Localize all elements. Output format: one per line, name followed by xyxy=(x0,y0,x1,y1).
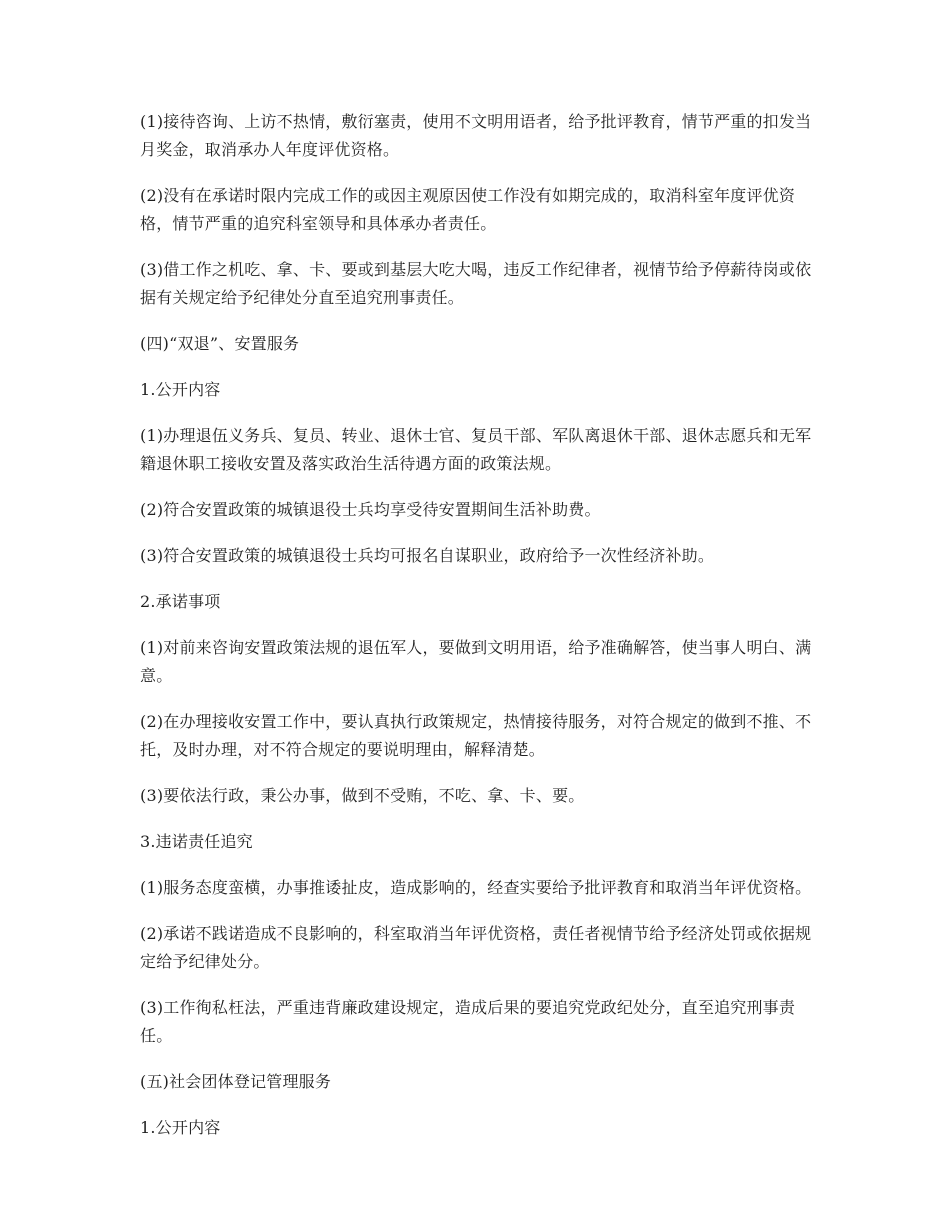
paragraph-deadline-penalty: (2)没有在承诺时限内完成工作的或因主观原因使工作没有如期完成的，取消科室年度评优资格，情节严重的追究科室领导和具体承办者责任。 xyxy=(140,186,796,233)
paragraph-resettlement-policy: (1)办理退伍义务兵、复员、转业、退休士官、复员干部、军队离退休干部、退休志愿兵和无军籍退休职工接收安置及落实政治生活待遇方面的政策法规。 xyxy=(140,426,812,473)
paragraph-reception-commitment: (2)在办理接收安置工作中，要认真执行政策规定，热情接待服务，对符合规定的做到不推、不托，及时办理，对不符合规定的要说明理由，解释清楚。 xyxy=(140,712,812,759)
paragraph-integrity-commitment: (3)要依法行政，秉公办事，做到不受贿，不吃、拿、卡、要。 xyxy=(140,786,585,805)
document-page xyxy=(140,108,812,1160)
paragraph-discipline-penalty: (3)借工作之机吃、拿、卡、要或到基层大吃大喝，违反工作纪律者，视情节给予停薪待岗或依据有关规定给予纪律处分直至追究刑事责任。 xyxy=(140,260,812,307)
paragraph-promise-accountability: (2)承诺不践诺造成不良影响的，科室取消当年评优资格，责任者视情节给予经济处罚或依据规定给予纪律处分。 xyxy=(140,924,812,971)
paragraph-attitude-accountability: (1)服务态度蛮横，办事推诿扯皮，造成影响的，经查实要给予批评教育和取消当年评优资格。 xyxy=(140,878,812,897)
section-heading-social-groups: (五)社会团体登记管理服务 xyxy=(140,1072,332,1091)
subheading-public-content-2: 1.公开内容 xyxy=(140,1118,221,1137)
subheading-public-content: 1.公开内容 xyxy=(140,380,221,399)
paragraph-corruption-accountability: (3)工作徇私枉法，严重违背廉政建设规定，造成后果的要追究党政纪处分，直至追究刑事责任。 xyxy=(140,998,796,1045)
paragraph-reception-penalty: (1)接待咨询、上访不热情，敷衍塞责，使用不文明用语者，给予批评教育，情节严重的扣发当月奖金，取消承办人年度评优资格。 xyxy=(140,112,812,159)
paragraph-consultation-commitment: (1)对前来咨询安置政策法规的退伍军人，要做到文明用语，给予准确解答，使当事人明白、满意。 xyxy=(140,638,812,685)
section-heading-resettlement: (四)“双退”、安置服务 xyxy=(140,334,300,353)
paragraph-self-employment-subsidy: (3)符合安置政策的城镇退役士兵均可报名自谋职业，政府给予一次性经济补助。 xyxy=(140,546,715,565)
subheading-commitments: 2.承诺事项 xyxy=(140,592,221,611)
paragraph-living-subsidy: (2)符合安置政策的城镇退役士兵均享受待安置期间生活补助费。 xyxy=(140,500,601,519)
subheading-accountability: 3.违诺责任追究 xyxy=(140,832,253,851)
